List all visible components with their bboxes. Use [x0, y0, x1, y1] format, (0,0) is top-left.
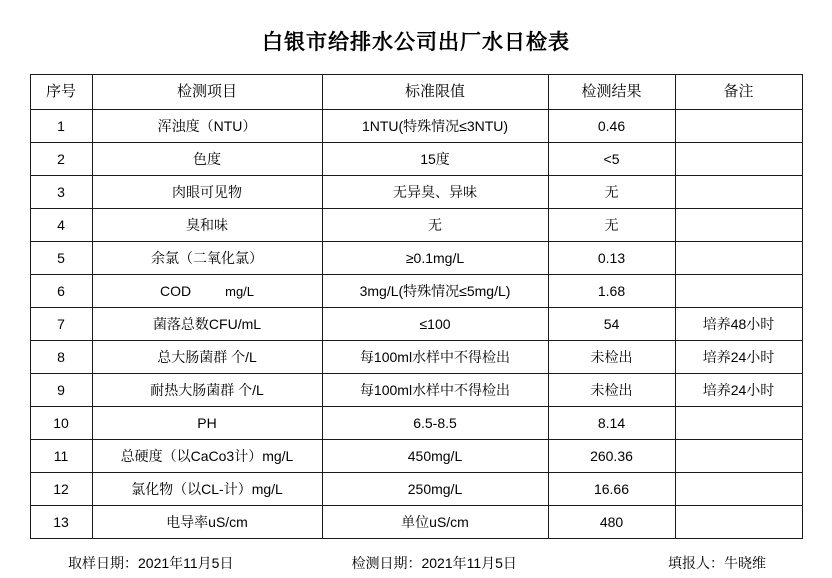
- cell-item: 氯化物（以CL-计）mg/L: [92, 473, 322, 506]
- cell-no: 1: [30, 110, 92, 143]
- column-header-no: 序号: [30, 75, 92, 110]
- cell-no: 4: [30, 209, 92, 242]
- cell-limit: 3mg/L(特殊情况≤5mg/L): [322, 275, 548, 308]
- cell-no: 3: [30, 176, 92, 209]
- cell-remark: [675, 506, 802, 539]
- table-row: [30, 506, 802, 539]
- cell-limit: 单位uS/cm: [322, 506, 548, 539]
- cell-result: 480: [548, 506, 675, 539]
- cell-limit: 每100ml水样中不得检出: [322, 374, 548, 407]
- cell-item: 菌落总数CFU/mL: [92, 308, 322, 341]
- cell-no: 9: [30, 374, 92, 407]
- cell-remark: [675, 473, 802, 506]
- cell-remark: 培养48小时: [675, 308, 802, 341]
- table-header-row: [30, 75, 802, 110]
- table-row: [30, 407, 802, 440]
- cell-remark: [675, 110, 802, 143]
- cell-item: 耐热大肠菌群 个/L: [92, 374, 322, 407]
- cell-item: PH: [92, 407, 322, 440]
- cell-result: <5: [548, 143, 675, 176]
- cell-item: 浑浊度（NTU）: [92, 110, 322, 143]
- table-row: [30, 143, 802, 176]
- cell-item: 余氯（二氧化氯）: [92, 242, 322, 275]
- table-row: [30, 473, 802, 506]
- cell-result: 未检出: [548, 374, 675, 407]
- cell-item: 肉眼可见物: [92, 176, 322, 209]
- cell-item-unit: mg/L: [225, 283, 255, 299]
- table-row: [30, 374, 802, 407]
- cell-item: 总硬度（以CaCo3计）mg/L: [92, 440, 322, 473]
- cell-result: 无: [548, 176, 675, 209]
- cell-result: 260.36: [548, 440, 675, 473]
- cell-no: 11: [30, 440, 92, 473]
- cell-result: 无: [548, 209, 675, 242]
- cell-item-label: COD: [159, 282, 192, 299]
- cell-limit: 6.5-8.5: [322, 407, 548, 440]
- cell-no: 12: [30, 473, 92, 506]
- cell-remark: [675, 209, 802, 242]
- cell-remark: [675, 440, 802, 473]
- cell-result: 0.13: [548, 242, 675, 275]
- cell-item: [92, 275, 322, 308]
- cell-result: 1.68: [548, 275, 675, 308]
- cell-item: 总大肠菌群 个/L: [92, 341, 322, 374]
- table-row: [30, 176, 802, 209]
- cell-remark: [675, 275, 802, 308]
- table-row: [30, 209, 802, 242]
- cell-remark: [675, 176, 802, 209]
- table-row: [30, 242, 802, 275]
- cell-item: 电导率uS/cm: [92, 506, 322, 539]
- water-quality-table: [30, 74, 803, 539]
- table-row: [30, 110, 802, 143]
- cell-limit: 无异臭、异味: [322, 176, 548, 209]
- cell-limit: 无: [322, 209, 548, 242]
- cell-limit: ≤100: [322, 308, 548, 341]
- table-row: [30, 275, 802, 308]
- page-title: 白银市给排水公司出厂水日检表: [262, 31, 570, 54]
- column-header-item: 检测项目: [92, 75, 322, 110]
- cell-remark: [675, 242, 802, 275]
- cell-limit: 每100ml水样中不得检出: [322, 341, 548, 374]
- cell-no: 10: [30, 407, 92, 440]
- cell-item: 色度: [92, 143, 322, 176]
- column-header-remark: 备注: [675, 75, 802, 110]
- footer-spacer: [517, 553, 668, 573]
- cell-remark: 培养24小时: [675, 374, 802, 407]
- cell-no: 5: [30, 242, 92, 275]
- cell-no: 6: [30, 275, 92, 308]
- column-header-limit: 标准限值: [322, 75, 548, 110]
- column-header-result: 检测结果: [548, 75, 675, 110]
- test-date: 检测日期：2021年11月5日: [351, 555, 517, 571]
- sample-date: 取样日期：2021年11月5日: [68, 555, 234, 571]
- cell-limit: 1NTU(特殊情况≤3NTU): [322, 110, 548, 143]
- cell-result: 54: [548, 308, 675, 341]
- cell-no: 2: [30, 143, 92, 176]
- cell-limit: ≥0.1mg/L: [322, 242, 548, 275]
- table-row: [30, 308, 802, 341]
- cell-result: 0.46: [548, 110, 675, 143]
- cell-no: 8: [30, 341, 92, 374]
- table-row: [30, 440, 802, 473]
- cell-limit: 15度: [322, 143, 548, 176]
- footer: [30, 549, 802, 573]
- cell-remark: [675, 407, 802, 440]
- writer-name: 填报人：牛晓维: [668, 555, 766, 571]
- cell-no: 13: [30, 506, 92, 539]
- table-row: [30, 341, 802, 374]
- cell-no: 7: [30, 308, 92, 341]
- cell-item: 臭和味: [92, 209, 322, 242]
- cell-remark: 培养24小时: [675, 341, 802, 374]
- cell-result: 16.66: [548, 473, 675, 506]
- cell-limit: 250mg/L: [322, 473, 548, 506]
- cell-result: 8.14: [548, 407, 675, 440]
- cell-result: 未检出: [548, 341, 675, 374]
- cell-limit: 450mg/L: [322, 440, 548, 473]
- cell-remark: [675, 143, 802, 176]
